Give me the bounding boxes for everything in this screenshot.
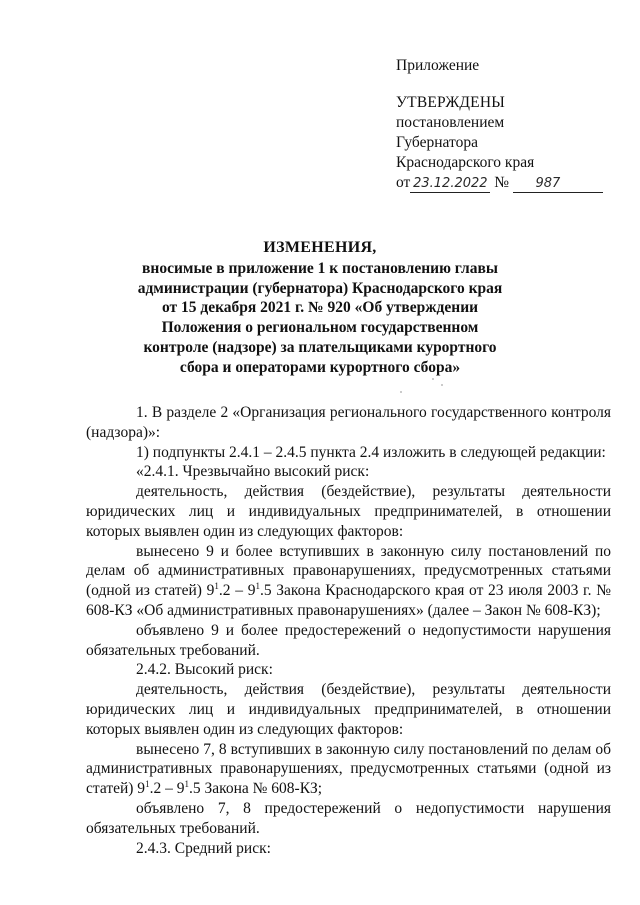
- paragraph: деятельность, действия (бездействие), результаты деятельности юридических лиц и индивидуальных предпринимателей, в отношении которых выявлен один из следующих факторов:: [86, 681, 611, 738]
- handwritten-number: 987: [513, 176, 583, 193]
- title-line-5: контроле (надзоре) за плательщиками курортного: [143, 338, 497, 356]
- paragraph: «2.4.1. Чрезвычайно высокий риск:: [136, 463, 370, 481]
- approved-by-line-1: постановлением: [396, 114, 505, 131]
- number-prefix: №: [494, 174, 509, 191]
- appendix-label: Приложение: [396, 57, 480, 74]
- paragraph: 1) подпункты 2.4.1 – 2.4.5 пункта 2.4 изложить в следующей редакции:: [136, 443, 606, 461]
- title-line-4: Положения о региональном государственном: [161, 319, 479, 337]
- paragraph: деятельность, действия (бездействие), результаты деятельности юридических лиц и индивидуальных предпринимателей, в отношении которых выявлен один из следующих факторов:: [86, 483, 611, 540]
- paragraph: вынесено 7, 8 вступивших в законную силу постановлений по делам об административных правонарушениях, предусмотренных статьями (одной из статей) $9^1.2 - 9^1.5$ Закона № 608-КЗ;: [86, 740, 611, 798]
- paragraph: 2.4.2. Высокий риск:: [136, 661, 273, 679]
- date-prefix: от: [396, 174, 411, 191]
- approved-by-line-3: Краснодарского края: [396, 154, 535, 171]
- paragraph: 2.4.3. Средний риск:: [136, 839, 271, 857]
- title-main: ИЗМЕНЕНИЯ,: [263, 239, 377, 256]
- approved-label: УТВЕРЖДЕНЫ: [396, 94, 505, 111]
- paragraph: вынесено 9 и более вступивших в законную силу постановлений по делам об административных правонарушениях, предусмотренных статьями (одной из статей) $9^1.2 - 9^1.5$ Закона Краснодарского края от 23 июля 2003 г. № 608-КЗ «Об административных правонарушениях» (далее – Закон № 608-КЗ);: [86, 542, 611, 619]
- title-line-2: администрации (губернатора) Краснодарского края: [137, 279, 503, 297]
- date-number-line: [396, 173, 616, 193]
- paragraph: объявлено 9 и более предостережений о недопустимости нарушения обязательных требований.: [86, 621, 611, 659]
- handwritten-date: 23.12.2022: [410, 176, 490, 193]
- paragraph: 1. В разделе 2 «Организация регионального государственного контроля (надзора)»:: [86, 404, 611, 441]
- document-body: [86, 403, 611, 858]
- title-line-3: от 15 декабря 2021 г. № 920 «Об утверждении: [161, 299, 479, 317]
- approved-by-line-2: Губернатора: [396, 134, 478, 151]
- title-line-6: сбора и операторами курортного сбора»: [179, 358, 461, 376]
- approval-block: [396, 56, 616, 193]
- paragraph: объявлено 7, 8 предостережений о недопустимости нарушения обязательных требований.: [86, 799, 611, 837]
- document-title: [120, 238, 520, 378]
- title-line-1: вносимые в приложение 1 к постановлению главы: [142, 259, 498, 277]
